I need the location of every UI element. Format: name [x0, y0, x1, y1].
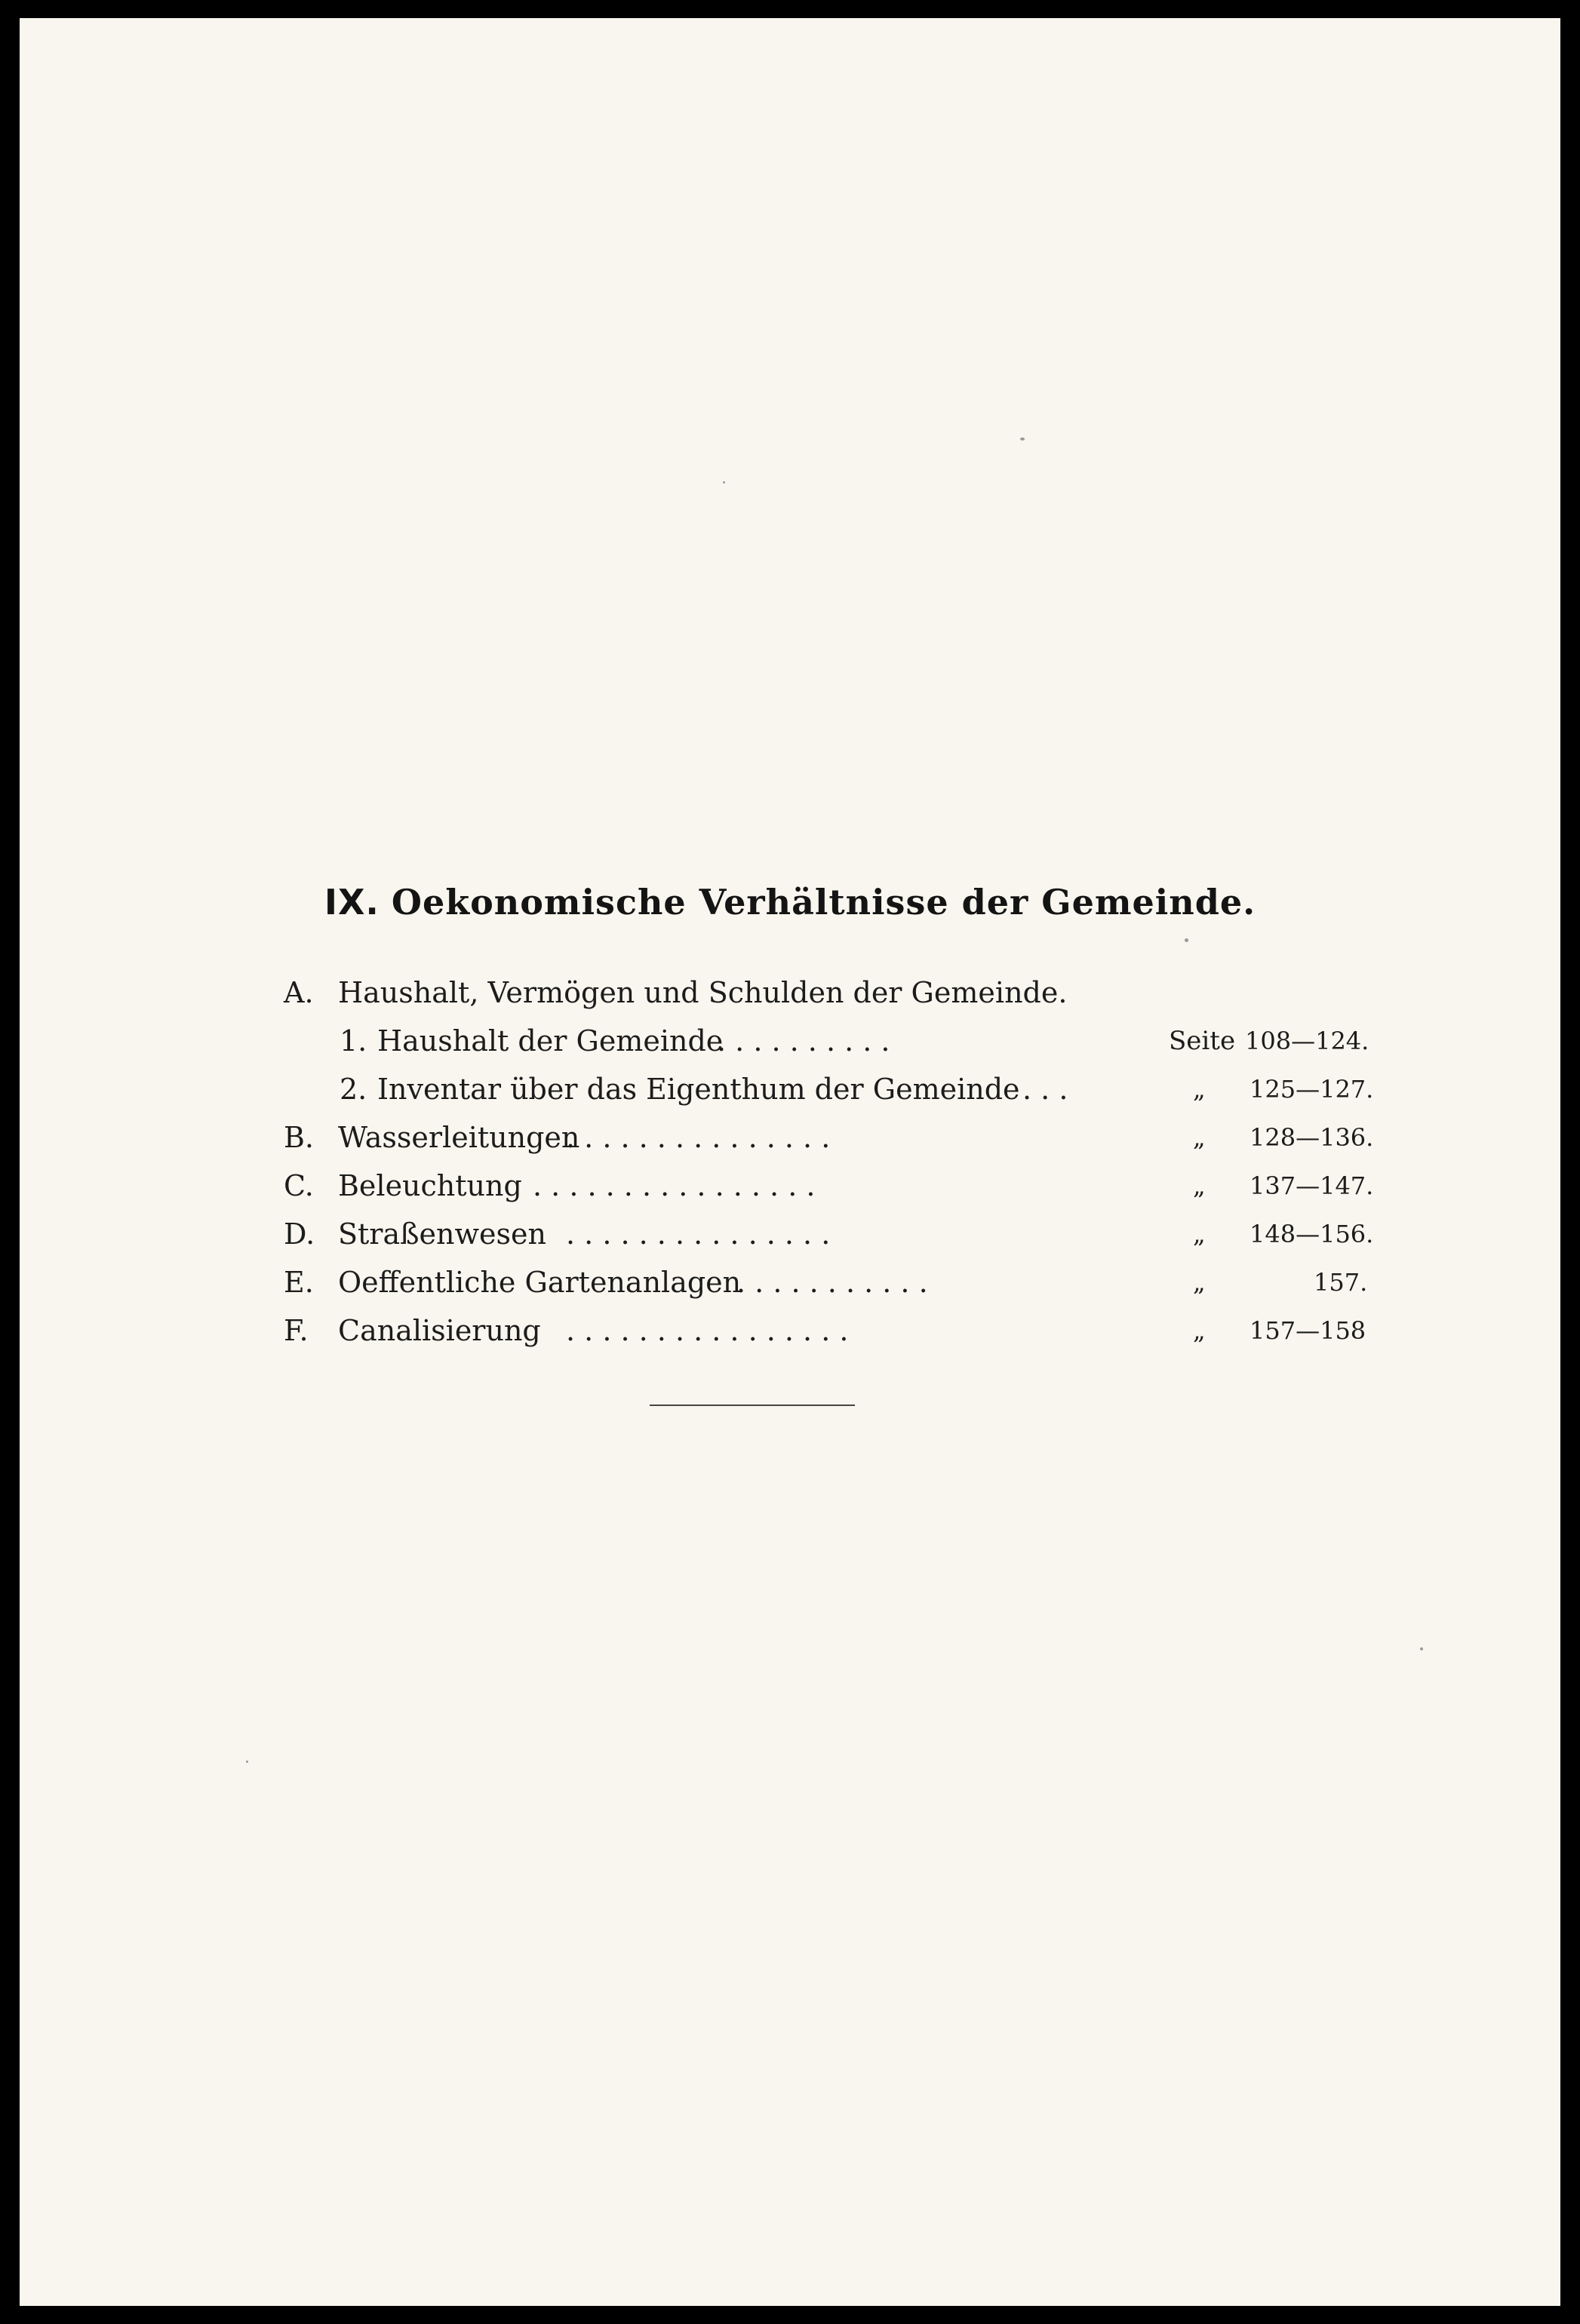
- toc-title: Canalisierung: [338, 1314, 541, 1347]
- paper-speck: [1420, 1647, 1423, 1650]
- toc-page-prefix: „: [1193, 1171, 1206, 1200]
- toc-letter: C.: [284, 1169, 314, 1202]
- toc-leader-dots: . . . . . . . . . . . . . . .: [566, 1217, 831, 1251]
- toc-letter: D.: [284, 1217, 315, 1251]
- toc-heading-a: [284, 970, 1340, 1015]
- toc-title: Haushalt, Vermögen und Schulden der Gemeinde.: [338, 976, 1068, 1009]
- toc-title: Beleuchtung: [338, 1169, 522, 1202]
- toc-leader-dots: . . . . . . . . . . . . . . . .: [533, 1169, 816, 1202]
- toc-pages: 157.: [1314, 1268, 1368, 1297]
- toc-pages: 157—158: [1250, 1316, 1366, 1345]
- toc-letter: E.: [284, 1266, 314, 1299]
- toc-pages: 128—136.: [1250, 1123, 1374, 1152]
- toc-entry: [284, 1260, 1368, 1305]
- toc-entry: [284, 1308, 1366, 1353]
- toc-letter: F.: [284, 1314, 309, 1347]
- document-page: [20, 18, 1560, 2306]
- toc-letter: A.: [284, 976, 314, 1009]
- paper-speck: [1020, 437, 1025, 441]
- toc-letter: 1.: [340, 1024, 367, 1058]
- toc-page-prefix: „: [1193, 1268, 1206, 1297]
- toc-entry: [284, 1211, 1374, 1257]
- toc-entry: [284, 1115, 1374, 1160]
- toc-leader-dots: . . . . . . . . . . . . . . .: [566, 1121, 831, 1154]
- paper-speck: [1185, 938, 1188, 942]
- toc-pages: 108—124.: [1245, 1027, 1369, 1055]
- paper-speck: [246, 1761, 248, 1763]
- toc-title: Oeffentliche Gartenanlagen: [338, 1266, 742, 1299]
- toc-leader-dots: . . . . . . . . . . .: [736, 1266, 928, 1299]
- toc-page-prefix: Seite: [1169, 1026, 1236, 1056]
- toc-page-prefix: „: [1193, 1123, 1206, 1152]
- toc-leader-dots: . . .: [1022, 1073, 1068, 1106]
- toc-title: Straßenwesen: [338, 1217, 546, 1251]
- toc-page-prefix: „: [1193, 1316, 1206, 1345]
- toc-entry: [340, 1067, 1396, 1112]
- section-title: Oekonomische Verhältnisse der Gemeinde.: [391, 882, 1256, 923]
- toc-page-prefix: „: [1193, 1075, 1206, 1104]
- toc-letter: 2.: [340, 1073, 367, 1106]
- toc-pages: 137—147.: [1250, 1171, 1374, 1200]
- toc-pages: 148—156.: [1250, 1220, 1374, 1248]
- toc-pages: 125—127.: [1250, 1075, 1374, 1104]
- toc-title: Wasserleitungen: [338, 1121, 580, 1154]
- toc-leader-dots: . . . . . . . . . . . . . . . .: [566, 1314, 849, 1347]
- toc-entry: [284, 1163, 1374, 1208]
- table-of-contents: [20, 18, 1560, 2306]
- paper-speck: [723, 481, 725, 484]
- toc-leader-dots: . . . . . . . . . .: [717, 1024, 890, 1058]
- toc-page-prefix: „: [1193, 1220, 1206, 1248]
- section-number: IX.: [324, 882, 380, 923]
- toc-title: Inventar über das Eigenthum der Gemeinde: [377, 1073, 1020, 1106]
- closing-rule: [650, 1405, 855, 1406]
- toc-letter: B.: [284, 1121, 315, 1154]
- toc-entry: [340, 1018, 1396, 1064]
- toc-title: Haushalt der Gemeinde: [377, 1024, 724, 1058]
